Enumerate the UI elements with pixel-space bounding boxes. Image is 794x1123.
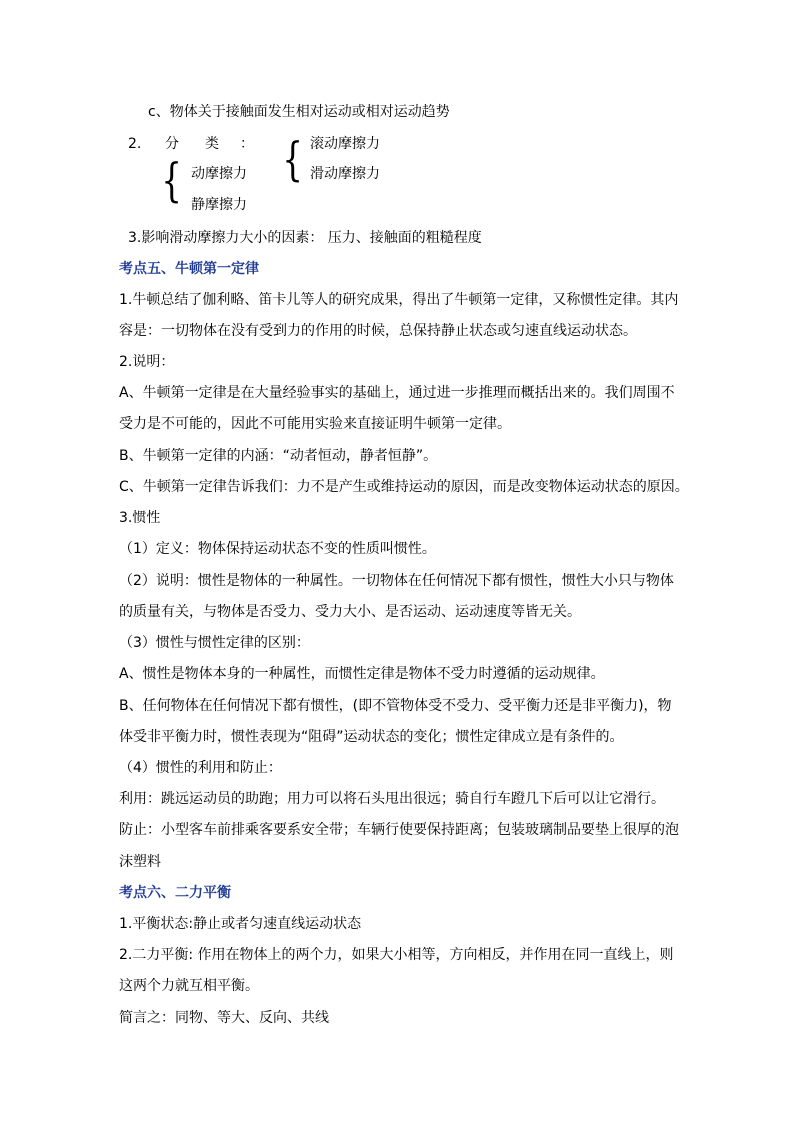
- classification-number: 2.: [128, 136, 142, 152]
- newton-law-p1a: 1.牛顿总结了伽利略、笛卡儿等人的研究成果，得出了牛顿第一定律，又称惯性定律。其内: [119, 292, 679, 308]
- inertia-use: 利用：跳远运动员的助跑；用力可以将石头甩出很远；骑自行车蹬几下后可以让它滑行。: [119, 791, 665, 807]
- inertia-label: 3.惯性: [119, 510, 161, 526]
- rolling-friction: 滚动摩擦力: [310, 136, 380, 152]
- inertia-explanation-1: （2）说明：惯性是物体的一种属性。一切物体在任何情况下都有惯性，惯性大小只与物体: [119, 573, 674, 589]
- two-force-balance-1: 2.二力平衡: 作用在物体上的两个力，如果大小相等，方向相反，并作用在同一直线上，则: [119, 947, 674, 963]
- inertia-use-label: （4）惯性的利用和防止：: [119, 760, 282, 776]
- section-heading-5: 考点五、牛顿第一定律: [119, 261, 259, 277]
- inertia-prevention-2: 沫塑料: [119, 854, 161, 870]
- two-force-balance-2: 这两个力就互相平衡。: [119, 978, 259, 994]
- sliding-friction: 滑动摩擦力: [310, 166, 380, 182]
- inertia-difference-a: A、惯性是物体本身的一种属性，而惯性定律是物体不受力时遵循的运动规律。: [119, 666, 605, 682]
- classification-label-fen: 分: [165, 136, 179, 152]
- inertia-prevention-1: 防止：小型客车前排乘客要系安全带；车辆行使要保持距离；包装玻璃制品要垫上很厚的泡: [119, 822, 679, 838]
- kinetic-friction: 动摩擦力: [191, 166, 247, 182]
- inertia-difference-b-2: 体受非平衡力时，惯性表现为“阻碍”运动状态的变化；惯性定律成立是有条件的。: [119, 729, 624, 745]
- static-friction: 静摩擦力: [191, 197, 247, 213]
- explanation-c: C、牛顿第一定律告诉我们：力不是产生或维持运动的原因，而是改变物体运动状态的原因。: [119, 479, 689, 495]
- classification-colon: ：: [240, 136, 254, 152]
- newton-law-p1b: 容是：一切物体在没有受到力的作用的时候，总保持静止状态或匀速直线运动状态。: [119, 323, 637, 339]
- friction-factors: 3.影响滑动摩擦力大小的因素： 压力、接触面的粗糙程度: [128, 230, 482, 246]
- section-heading-6: 考点六、二力平衡: [119, 885, 231, 901]
- inertia-explanation-2: 的质量有关，与物体是否受力、受力大小、是否运动、运动速度等皆无关。: [119, 604, 581, 620]
- classification-label-lei: 类: [205, 136, 219, 152]
- inertia-difference-label: （3）惯性与惯性定律的区别：: [119, 635, 310, 651]
- outer-brace-icon: {: [161, 153, 182, 207]
- inner-brace-icon: {: [282, 132, 303, 186]
- explanation-b: B、牛顿第一定律的内涵：“动者恒动，静者恒静”。: [119, 448, 438, 464]
- explanation-a-1: A、牛顿第一定律是在大量经验事实的基础上，通过进一步推理而概括出来的。我们周围不: [119, 385, 675, 401]
- inertia-difference-b-1: B、任何物体在任何情况下都有惯性，(即不管物体受不受力、受平衡力还是非平衡力)，物: [119, 698, 672, 714]
- inertia-definition: （1）定义：物体保持运动状态不变的性质叫惯性。: [119, 541, 436, 557]
- equilibrium-state: 1.平衡状态:静止或者匀速直线运动状态: [119, 916, 362, 932]
- explanation-a-2: 受力是不可能的，因此不可能用实验来直接证明牛顿第一定律。: [119, 416, 511, 432]
- explanation-label: 2.说明：: [119, 354, 175, 370]
- summary: 简言之：同物、等大、反向、共线: [119, 1010, 329, 1026]
- condition-c: c、物体关于接触面发生相对运动或相对运动趋势: [148, 104, 450, 120]
